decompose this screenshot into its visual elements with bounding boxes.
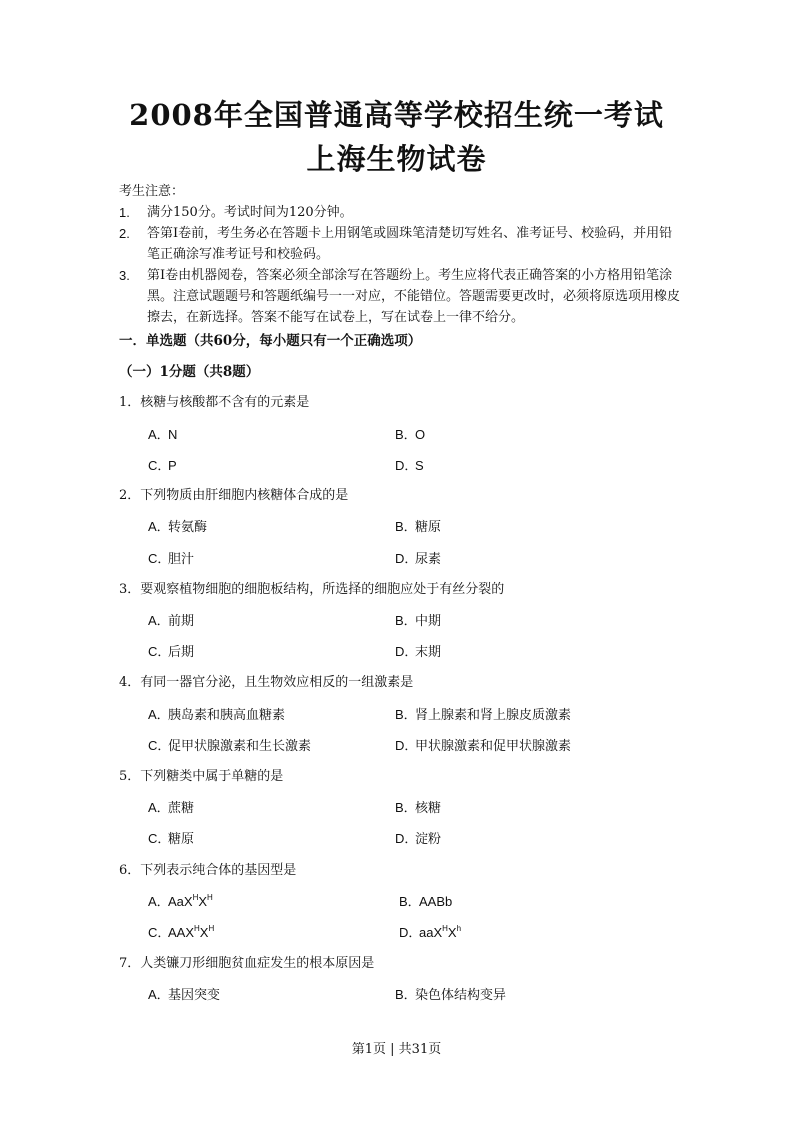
option-b: B．O bbox=[395, 427, 426, 442]
notice-item-text: 第Ⅰ卷由机器阅卷，答案必须全部涂写在答题纷上。考生应将代表正确答案的小方格用铅笔涂黑。注意试题题号和答题纸编号一一对应，不能错位。答题需要更改时，必须将原选项用橡皮擦去，在新选择。答案不能写在试卷上，写在试卷上一律不给分。 bbox=[147, 268, 681, 325]
question-stem: 1．核糖与核酸都不含有的元素是 bbox=[119, 395, 310, 410]
option-b: B．染色体结构变异 bbox=[395, 987, 507, 1003]
option-d: D．甲状腺激素和促甲状腺激素 bbox=[395, 738, 572, 754]
option-b: B．糖原 bbox=[395, 519, 442, 535]
option-a: A．前期 bbox=[148, 613, 195, 629]
question-stem: 5．下列糖类中属于单糖的是 bbox=[119, 769, 284, 784]
notice-heading: 考生注意： bbox=[119, 184, 185, 199]
option-d: D．尿素 bbox=[395, 551, 442, 567]
option-c: C．P bbox=[148, 458, 177, 473]
notice-item-text: 答第Ⅰ卷前，考生务必在答题卡上用钢笔或圆珠笔清楚切写姓名、准考证号、校验码，并用铅笔正确涂写准考证号和校验码。 bbox=[147, 226, 673, 262]
option-d: D．淀粉 bbox=[395, 831, 442, 847]
notice-item-number: 3. bbox=[119, 268, 130, 283]
option-c: C．胆汁 bbox=[148, 551, 195, 567]
question-stem: 7．人类镰刀形细胞贫血症发生的根本原因是 bbox=[119, 956, 375, 971]
option-c: C．$AAX^HX^H$ bbox=[148, 923, 215, 940]
option-a: A．N bbox=[148, 427, 178, 442]
option-a: A．基因突变 bbox=[148, 987, 221, 1003]
question-stem: 4．有同一器官分泌，且生物效应相反的一组激素是 bbox=[119, 675, 414, 690]
option-d: D．S bbox=[395, 458, 424, 473]
option-a: A．转氨酶 bbox=[148, 519, 208, 535]
option-d: D．$aaX^HX^h$ bbox=[399, 923, 462, 940]
option-d: D．末期 bbox=[395, 644, 442, 660]
option-a: A．蔗糖 bbox=[148, 800, 195, 816]
option-b: B．中期 bbox=[395, 613, 442, 629]
option-a: A．胰岛素和胰高血糖素 bbox=[148, 707, 286, 723]
question-stem: 3．要观察植物细胞的细胞板结构，所选择的细胞应处于有丝分裂的 bbox=[119, 582, 505, 597]
notice-item-number: 2. bbox=[119, 226, 130, 241]
option-b: B．核糖 bbox=[395, 800, 442, 816]
subsection-heading: （一）1分题（共8题） bbox=[119, 364, 260, 380]
exam-subtitle: 上海生物试卷 bbox=[306, 142, 487, 176]
question-stem: 2．下列物质由肝细胞内核糖体合成的是 bbox=[119, 488, 349, 503]
question-stem: 6．下列表示纯合体的基因型是 bbox=[119, 863, 297, 878]
option-b: B．肾上腺素和肾上腺皮质激素 bbox=[395, 707, 572, 723]
option-a: A．$AaX^HX^H$ bbox=[148, 892, 213, 909]
option-c: C．促甲状腺激素和生长激素 bbox=[148, 738, 312, 754]
page-footer: 第1页 | 共31页 bbox=[351, 1042, 442, 1057]
section-heading: 一．单选题（共60分，每小题只有一个正确选项） bbox=[119, 333, 422, 349]
option-c: C．糖原 bbox=[148, 831, 195, 847]
option-c: C．后期 bbox=[148, 644, 195, 660]
option-b: B．AABb bbox=[399, 894, 453, 909]
exam-title: 2008年全国普通高等学校招生统一考试 bbox=[129, 98, 664, 132]
notice-item-text: 满分150分。考试时间为120分钟。 bbox=[147, 205, 353, 220]
notice-item-number: 1. bbox=[119, 205, 130, 220]
